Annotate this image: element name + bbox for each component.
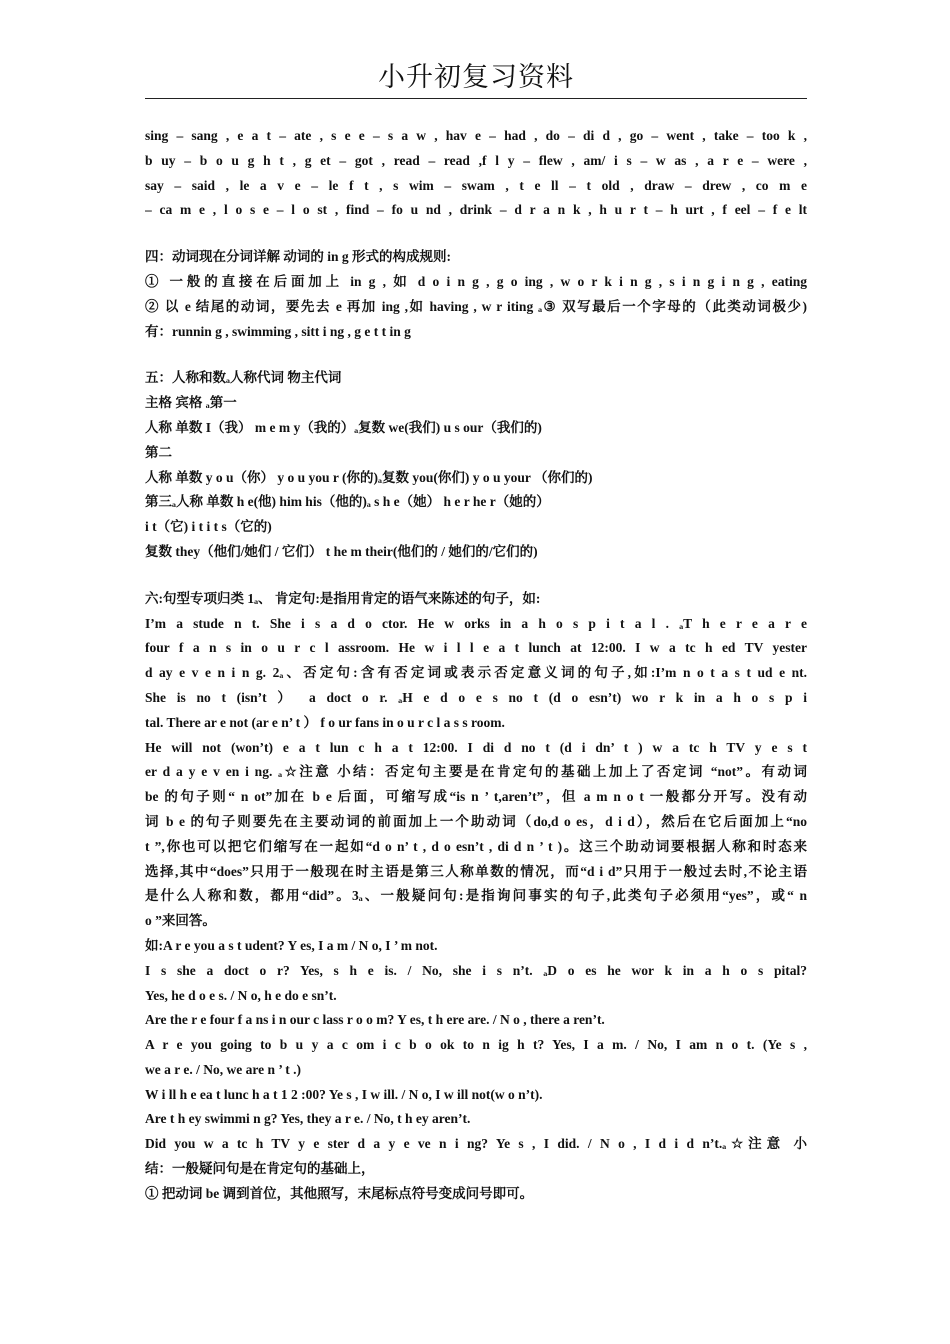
text-line: d ay e v e n i n g. 2ₐ、否定句:含有否定词或表示否定意义词的句子,如:I’m n o t a s t ud e nt.: [145, 665, 807, 681]
text-line: o ”来回答。: [145, 913, 216, 929]
section-heading: 六:句型专项归类 1ₐ、 肯定句:是指用肯定的语气来陈述的句子，如:: [145, 590, 541, 606]
document-body: [145, 124, 807, 1207]
text-line: ① 把动词 be 调到首位，其他照写，末尾标点符号变成问号即可。: [145, 1185, 534, 1201]
text-line: Are t h ey swimmi n g? Yes, they a r e. / No, t h ey aren’t.: [145, 1111, 471, 1127]
text-line: er d a y e v en i ng. ₐ☆注意 小结：否定句主要是在肯定句的基础上加上了否定词 “not”。有动词: [145, 764, 807, 780]
paragraph-gap: [145, 344, 807, 366]
text-line: 是什么人称和数，都用“did”。3ₐ、一般疑问句:是指询问事实的句子,此类句子必须用“yes”，或“ n: [145, 888, 807, 904]
text-line: b uy – b o u g h t , g et – got , read – read ,f l y – flew , am/ i s – w as , a r e – were ,: [145, 152, 807, 168]
section-heading: 四：动词现在分词详解 动词的 in g 形式的构成规则:: [145, 249, 452, 265]
text-line: t ”,你也可以把它们缩写在一起如“d o n’ t , d o esn’t , di d n ’ t )。这三个助动词要根据人称和时态来: [145, 838, 807, 854]
page-title: 小升初复习资料: [378, 62, 574, 93]
text-line: 结：一般疑问句是在肯定句的基础上，: [145, 1161, 375, 1177]
verb-list-section: [145, 124, 807, 223]
text-line: I’m a stude n t. She i s a d o ctor. He w orks in a h o s p i t a l . ₐT h e r e a r e: [145, 615, 807, 631]
section-five: [145, 366, 807, 564]
text-line: He will not (won’t) e a t lun c h a t 12:00. I di d no t (d i dn’ t ) w a tc h TV y e s t: [145, 739, 807, 755]
text-line: ② 以 e 结尾的动词，要先去 e 再加 ing ,如 having , w r iting ₐ③ 双写最后一个字母的（此类动词极少): [145, 298, 807, 314]
text-line: 第二: [145, 444, 172, 460]
text-line: 如:A r e you a s t udent? Y es, I a m / N o, I ’ m not.: [145, 937, 438, 953]
section-six: [145, 587, 807, 1207]
text-line: four f a n s in o u r c l assroom. He w i l l e a t lunch at 12:00. I w a tc h ed TV yester: [145, 640, 807, 656]
text-line: say – said , le a v e – le f t , s wim – swam , t e ll – t old , draw – drew , co m e: [145, 177, 807, 193]
text-line: ① 一般的直接在后面加上 in g , 如 d o i n g , g o ing , w o r k i n g , s i n g i n g , eating: [145, 273, 807, 289]
text-line: Are the r e four f a ns i n our c lass r o o m? Y es, t h ere are. / N o , there a ren’t.: [145, 1012, 605, 1028]
section-four: [145, 245, 807, 344]
text-line: She is no t (isn’t ） a doct o r. ₐH e d o e s no t (d o esn’t) wo r k in a h o s p i: [145, 689, 807, 705]
text-line: i t（它) i t i t s（它的): [145, 519, 272, 535]
section-heading: 五：人称和数ₐ人称代词 物主代词: [145, 370, 342, 386]
text-line: 人称 单数 y o u（你） y o u you r (你的)ₐ复数 you(你们) y o u your （你们的): [145, 469, 593, 485]
paragraph-gap: [145, 223, 807, 245]
text-line: we a r e. / No, we are n ’ t .): [145, 1061, 301, 1077]
text-line: Yes, he d o e s. / N o, h e do e sn’t.: [145, 987, 337, 1003]
text-line: 复数 they（他们/她们 / 它们） t he m their(他们的 / 她们的/它们的): [145, 543, 538, 559]
text-line: be 的句子则“ n ot”加在 b e 后面，可缩写成“is n ’ t,aren’t”，但 a m n o t 一般都分开写。没有动: [145, 789, 807, 805]
paragraph-gap: [145, 565, 807, 587]
text-line: 主格 宾格 ₐ第一: [145, 395, 237, 411]
text-line: sing – sang , e a t – ate , s e e – s a w , hav e – had , do – di d , go – went , take – too k ,: [145, 128, 807, 143]
text-line: tal. There ar e not (ar e n’ t ） f o ur fans in o u r c l a s s room.: [145, 714, 505, 730]
text-line: Did you w a tc h TV y e ster d a y e ve n i ng? Ye s , I did. / N o , I d i d n’t.ₐ☆注意 小: [145, 1136, 807, 1152]
text-line: 词 b e 的句子则要先在主要动词的前面加上一个助动词（do,d o es，d i d），然后在它后面加上“no: [145, 813, 807, 829]
title-divider: [145, 98, 807, 99]
text-line: 选择,其中“does”只用于一般现在时主语是第三人称单数的情况，而“d i d”只用于一般过去时,不论主语: [145, 863, 807, 879]
text-line: 人称 单数 I（我） m e m y（我的）ₐ复数 we(我们) u s our（我们的): [145, 419, 542, 435]
text-line: – ca m e , l o s e – l o st , find – fo u nd , drink – d r a n k , h u r t – h urt , f eel – f e lt: [145, 202, 807, 218]
text-line: I s she a doct o r? Yes, s h e is. / No, she i s n’t. ₐD o es he wor k in a h o s pital?: [145, 962, 807, 978]
text-line: W i ll h e ea t lunc h a t 1 2 :00? Ye s , I w ill. / N o, I w ill not(w o n’t).: [145, 1086, 543, 1102]
text-line: 有：runnin g , swimming , sitt i ng , g e t t in g: [145, 323, 411, 339]
text-line: A r e you going to b u y a c om i c b o ok to n ig h t? Yes, I a m. / No, I am n o t. (Ye s ,: [145, 1037, 807, 1053]
text-line: 第三ₐ人称 单数 h e(他) him his（他的)ₐ s h e（她） h e r he r（她的）: [145, 494, 550, 510]
